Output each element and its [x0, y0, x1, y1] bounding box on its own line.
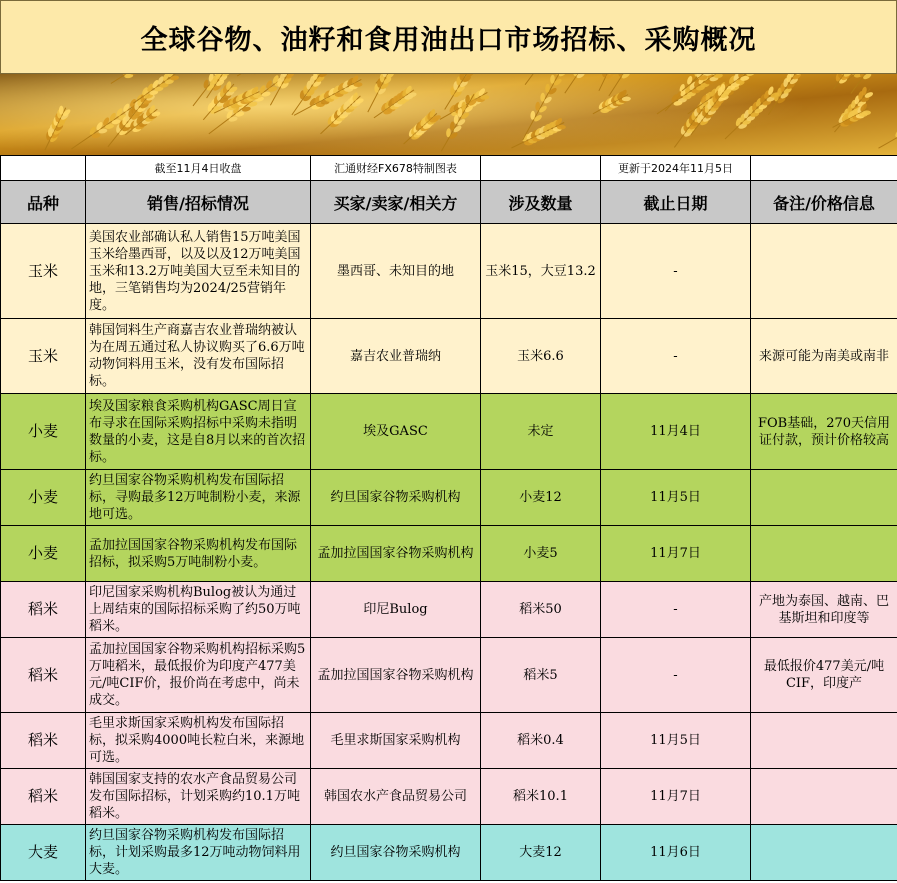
- party-cell: 墨西哥、未知目的地: [311, 224, 481, 319]
- party-cell: 约旦国家谷物采购机构: [311, 825, 481, 881]
- title-banner: [0, 0, 897, 74]
- deadline-cell: -: [601, 638, 751, 713]
- note-cell: FOB基础，270天信用证付款，预计价格较高: [751, 394, 897, 470]
- description-cell: 韩国国家支持的农水产食品贸易公司发布国际招标，计划采购约10.1万吨稻米。: [86, 769, 311, 825]
- header-deadline: 截止日期: [601, 181, 751, 224]
- note-cell: [751, 526, 897, 582]
- variety-cell: 小麦: [1, 526, 86, 582]
- description-cell: 韩国饲料生产商嘉吉农业普瑞纳被认为在周五通过私人协议购买了6.6万吨动物饲料用玉米，没有发布国际招标。: [86, 319, 311, 394]
- party-cell: 印尼Bulog: [311, 582, 481, 638]
- tender-table: [0, 155, 897, 881]
- party-cell: 嘉吉农业普瑞纳: [311, 319, 481, 394]
- deadline-cell: -: [601, 224, 751, 319]
- update-date: 更新于2024年11月5日: [601, 156, 751, 181]
- quantity-cell: 稻米50: [481, 582, 601, 638]
- variety-cell: 稻米: [1, 769, 86, 825]
- description-cell: 印尼国家采购机构Bulog被认为通过上周结束的国际招标采购了约50万吨稻米。: [86, 582, 311, 638]
- deadline-cell: -: [601, 319, 751, 394]
- header-note: 备注/价格信息: [751, 181, 897, 224]
- header-variety: 品种: [1, 181, 86, 224]
- variety-cell: 小麦: [1, 470, 86, 526]
- quantity-cell: 未定: [481, 394, 601, 470]
- deadline-cell: 11月5日: [601, 713, 751, 769]
- deadline-cell: 11月7日: [601, 526, 751, 582]
- description-cell: 约旦国家谷物采购机构发布国际招标，计划采购最多12万吨动物饲料用大麦。: [86, 825, 311, 881]
- description-cell: 孟加拉国国家谷物采购机构招标采购5万吨稻米，最低报价为印度产477美元/吨CIF价，报价尚在考虑中，尚未成交。: [86, 638, 311, 713]
- party-cell: 韩国农水产食品贸易公司: [311, 769, 481, 825]
- deadline-cell: 11月4日: [601, 394, 751, 470]
- description-cell: 毛里求斯国家采购机构发布国际招标，拟采购4000吨长粒白米，来源地可选。: [86, 713, 311, 769]
- description-cell: 约旦国家谷物采购机构发布国际招标，寻购最多12万吨制粉小麦，来源地可选。: [86, 470, 311, 526]
- description-cell: 美国农业部确认私人销售15万吨美国玉米给墨西哥，以及以及12万吨美国玉米和13.2万吨美国大豆至未知目的地，三笔销售均为2024/25营销年度。: [86, 224, 311, 319]
- party-cell: 毛里求斯国家采购机构: [311, 713, 481, 769]
- page-title: 全球谷物、油籽和食用油出口市场招标、采购概况: [140, 24, 757, 56]
- quantity-cell: 小麦12: [481, 470, 601, 526]
- note-cell: 来源可能为南美或南非: [751, 319, 897, 394]
- deadline-cell: 11月6日: [601, 825, 751, 881]
- note-cell: 最低报价477美元/吨CIF，印度产: [751, 638, 897, 713]
- variety-cell: 小麦: [1, 394, 86, 470]
- party-cell: 孟加拉国国家谷物采购机构: [311, 526, 481, 582]
- variety-cell: 玉米: [1, 224, 86, 319]
- table-row: [1, 582, 897, 638]
- quantity-cell: 稻米0.4: [481, 713, 601, 769]
- variety-cell: 大麦: [1, 825, 86, 881]
- info-row: [1, 156, 897, 181]
- note-cell: [751, 769, 897, 825]
- deadline-cell: 11月5日: [601, 470, 751, 526]
- header-party: 买家/卖家/相关方: [311, 181, 481, 224]
- table-row: [1, 526, 897, 582]
- header-quantity: 涉及数量: [481, 181, 601, 224]
- info-cell-empty: [481, 156, 601, 181]
- description-cell: 埃及国家粮食采购机构GASC周日宣布寻求在国际采购招标中采购未指明数量的小麦，这是自8月以来的首次招标。: [86, 394, 311, 470]
- table-row: [1, 825, 897, 881]
- deadline-cell: 11月7日: [601, 769, 751, 825]
- header-description: 销售/招标情况: [86, 181, 311, 224]
- note-cell: [751, 470, 897, 526]
- table-row: [1, 769, 897, 825]
- table-row: [1, 394, 897, 470]
- note-cell: [751, 713, 897, 769]
- table-row: [1, 470, 897, 526]
- party-cell: 孟加拉国国家谷物采购机构: [311, 638, 481, 713]
- variety-cell: 玉米: [1, 319, 86, 394]
- party-cell: 埃及GASC: [311, 394, 481, 470]
- party-cell: 约旦国家谷物采购机构: [311, 470, 481, 526]
- table-row: [1, 319, 897, 394]
- quantity-cell: 小麦5: [481, 526, 601, 582]
- table-row: [1, 713, 897, 769]
- as-of-date: 截至11月4日收盘: [86, 156, 311, 181]
- wheat-banner-image: [0, 74, 897, 155]
- quantity-cell: 玉米6.6: [481, 319, 601, 394]
- info-cell-empty: [751, 156, 897, 181]
- wheat-illustration: [0, 74, 897, 155]
- source-label: 汇通财经FX678特制图表: [311, 156, 481, 181]
- variety-cell: 稻米: [1, 713, 86, 769]
- note-cell: [751, 224, 897, 319]
- note-cell: 产地为泰国、越南、巴基斯坦和印度等: [751, 582, 897, 638]
- deadline-cell: -: [601, 582, 751, 638]
- quantity-cell: 大麦12: [481, 825, 601, 881]
- table-row: [1, 224, 897, 319]
- description-cell: 孟加拉国国家谷物采购机构发布国际招标，拟采购5万吨制粉小麦。: [86, 526, 311, 582]
- table-row: [1, 638, 897, 713]
- quantity-cell: 玉米15，大豆13.2: [481, 224, 601, 319]
- variety-cell: 稻米: [1, 638, 86, 713]
- info-cell-empty: [1, 156, 86, 181]
- variety-cell: 稻米: [1, 582, 86, 638]
- note-cell: [751, 825, 897, 881]
- header-row: [1, 181, 897, 224]
- quantity-cell: 稻米10.1: [481, 769, 601, 825]
- quantity-cell: 稻米5: [481, 638, 601, 713]
